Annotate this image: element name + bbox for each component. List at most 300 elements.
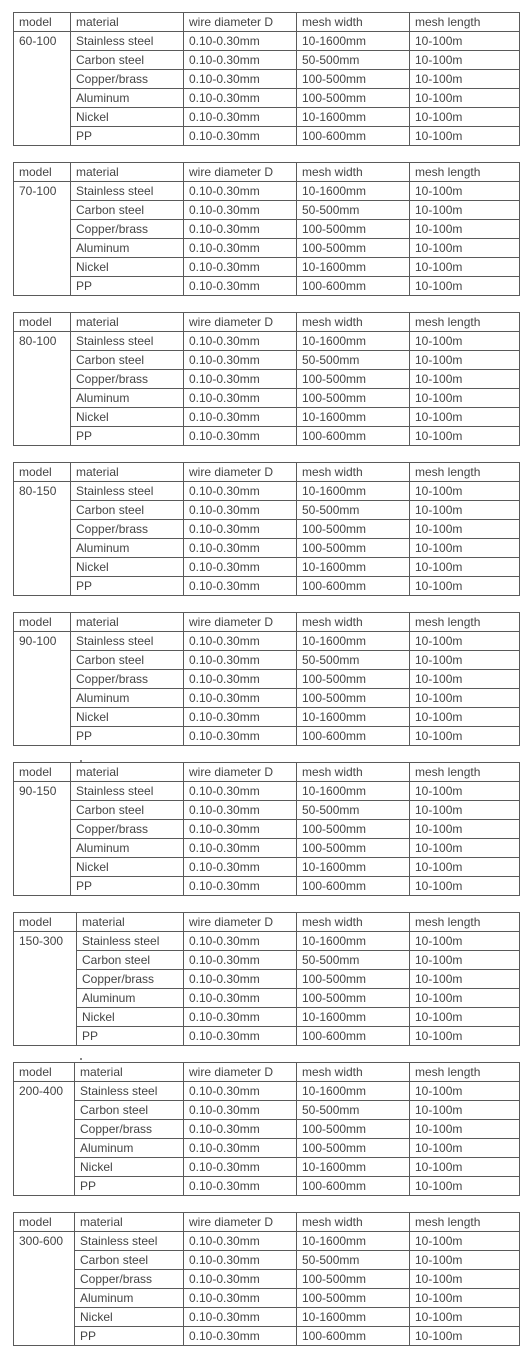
- wire-diameter-cell: 0.10-0.30mm: [184, 182, 297, 201]
- mesh-length-cell: 10-100m: [410, 932, 520, 951]
- material-cell: Stainless steel: [71, 182, 184, 201]
- stray-dot: [80, 1058, 82, 1060]
- table-row: [14, 370, 520, 389]
- model-cell: 300-600: [14, 1232, 75, 1346]
- mesh-width-cell: 100-500mm: [297, 1270, 410, 1289]
- table-row: [14, 1008, 520, 1027]
- table-row: [14, 277, 520, 296]
- wire-diameter-cell: 0.10-0.30mm: [184, 1251, 297, 1270]
- table-row: [14, 1027, 520, 1046]
- spec-table-90-100: [13, 612, 520, 746]
- mesh-width-cell: 50-500mm: [297, 1101, 410, 1120]
- mesh-width-cell: 10-1600mm: [297, 1158, 410, 1177]
- material-cell: Aluminum: [77, 989, 184, 1008]
- mesh-length-cell: 10-100m: [410, 277, 520, 296]
- table-row: [14, 182, 520, 201]
- mesh-width-cell: 100-500mm: [297, 989, 410, 1008]
- wire-diameter-cell: 0.10-0.30mm: [184, 239, 297, 258]
- mesh-length-cell: 10-100m: [410, 332, 520, 351]
- table-row: [14, 89, 520, 108]
- mesh-length-cell: 10-100m: [410, 520, 520, 539]
- wire-diameter-cell: 0.10-0.30mm: [184, 127, 297, 146]
- spec-table-80-150: [13, 462, 520, 596]
- mesh-width-cell: 10-1600mm: [297, 108, 410, 127]
- material-cell: PP: [77, 1027, 184, 1046]
- wire-diameter-cell: 0.10-0.30mm: [184, 558, 297, 577]
- mesh-width-cell: 50-500mm: [297, 951, 410, 970]
- table-row: [14, 1251, 520, 1270]
- wire-diameter-cell: 0.10-0.30mm: [184, 1327, 297, 1346]
- table-row: [14, 520, 520, 539]
- header-mesh-width: mesh width: [297, 463, 410, 482]
- table-row: [14, 1082, 520, 1101]
- wire-diameter-cell: 0.10-0.30mm: [184, 427, 297, 446]
- header-mesh-width: mesh width: [297, 763, 410, 782]
- header-wire-diameter: wire diameter D: [184, 913, 297, 932]
- wire-diameter-cell: 0.10-0.30mm: [184, 1308, 297, 1327]
- material-cell: Nickel: [75, 1308, 184, 1327]
- material-cell: Stainless steel: [77, 932, 184, 951]
- header-material: material: [71, 763, 184, 782]
- table-row: [14, 858, 520, 877]
- table-row: [14, 577, 520, 596]
- mesh-length-cell: 10-100m: [410, 989, 520, 1008]
- table-row: [14, 539, 520, 558]
- material-cell: Carbon steel: [71, 651, 184, 670]
- table-row: [14, 258, 520, 277]
- table-row: [14, 1308, 520, 1327]
- wire-diameter-cell: 0.10-0.30mm: [184, 108, 297, 127]
- wire-diameter-cell: 0.10-0.30mm: [184, 632, 297, 651]
- mesh-length-cell: 10-100m: [410, 108, 520, 127]
- model-cell: 80-150: [14, 482, 71, 596]
- material-cell: Aluminum: [75, 1139, 184, 1158]
- table-row: [14, 32, 520, 51]
- header-model: model: [14, 1063, 75, 1082]
- model-cell: 200-400: [14, 1082, 75, 1196]
- header-mesh-length: mesh length: [410, 163, 520, 182]
- wire-diameter-cell: 0.10-0.30mm: [184, 32, 297, 51]
- wire-diameter-cell: 0.10-0.30mm: [184, 51, 297, 70]
- mesh-length-cell: 10-100m: [410, 1139, 520, 1158]
- wire-diameter-cell: 0.10-0.30mm: [184, 201, 297, 220]
- mesh-width-cell: 50-500mm: [297, 501, 410, 520]
- mesh-width-cell: 10-1600mm: [297, 1232, 410, 1251]
- wire-diameter-cell: 0.10-0.30mm: [184, 1027, 297, 1046]
- material-cell: Carbon steel: [71, 501, 184, 520]
- wire-diameter-cell: 0.10-0.30mm: [184, 332, 297, 351]
- header-wire-diameter: wire diameter D: [184, 463, 297, 482]
- spec-table-200-400: [13, 1062, 520, 1196]
- mesh-length-cell: 10-100m: [410, 427, 520, 446]
- material-cell: PP: [71, 127, 184, 146]
- table-header-row: [14, 913, 520, 932]
- mesh-width-cell: 100-500mm: [297, 839, 410, 858]
- mesh-width-cell: 10-1600mm: [297, 558, 410, 577]
- header-mesh-width: mesh width: [297, 163, 410, 182]
- mesh-length-cell: 10-100m: [410, 1308, 520, 1327]
- wire-diameter-cell: 0.10-0.30mm: [184, 1120, 297, 1139]
- mesh-width-cell: 10-1600mm: [297, 258, 410, 277]
- wire-diameter-cell: 0.10-0.30mm: [184, 1177, 297, 1196]
- header-wire-diameter: wire diameter D: [184, 13, 297, 32]
- material-cell: Copper/brass: [77, 970, 184, 989]
- mesh-width-cell: 100-600mm: [297, 877, 410, 896]
- mesh-length-cell: 10-100m: [410, 408, 520, 427]
- wire-diameter-cell: 0.10-0.30mm: [184, 1082, 297, 1101]
- header-model: model: [14, 613, 71, 632]
- wire-diameter-cell: 0.10-0.30mm: [184, 1008, 297, 1027]
- wire-diameter-cell: 0.10-0.30mm: [184, 651, 297, 670]
- mesh-width-cell: 100-500mm: [297, 1120, 410, 1139]
- wire-diameter-cell: 0.10-0.30mm: [184, 1289, 297, 1308]
- material-cell: Carbon steel: [75, 1101, 184, 1120]
- mesh-width-cell: 50-500mm: [297, 51, 410, 70]
- stray-dot: [80, 760, 82, 762]
- material-cell: Aluminum: [71, 539, 184, 558]
- mesh-length-cell: 10-100m: [410, 1177, 520, 1196]
- header-mesh-length: mesh length: [410, 13, 520, 32]
- mesh-width-cell: 50-500mm: [297, 1251, 410, 1270]
- mesh-length-cell: 10-100m: [410, 1158, 520, 1177]
- mesh-length-cell: 10-100m: [410, 258, 520, 277]
- table-header-row: [14, 463, 520, 482]
- mesh-length-cell: 10-100m: [410, 801, 520, 820]
- wire-diameter-cell: 0.10-0.30mm: [184, 782, 297, 801]
- mesh-width-cell: 100-600mm: [297, 427, 410, 446]
- material-cell: Carbon steel: [71, 51, 184, 70]
- spec-table-70-100: [13, 162, 520, 296]
- spec-table-150-300: [13, 912, 520, 1046]
- mesh-width-cell: 100-500mm: [297, 689, 410, 708]
- material-cell: Nickel: [71, 408, 184, 427]
- wire-diameter-cell: 0.10-0.30mm: [184, 539, 297, 558]
- material-cell: Nickel: [71, 708, 184, 727]
- wire-diameter-cell: 0.10-0.30mm: [184, 577, 297, 596]
- material-cell: Aluminum: [71, 389, 184, 408]
- mesh-length-cell: 10-100m: [410, 670, 520, 689]
- table-row: [14, 1270, 520, 1289]
- mesh-length-cell: 10-100m: [410, 539, 520, 558]
- table-row: [14, 801, 520, 820]
- mesh-length-cell: 10-100m: [410, 239, 520, 258]
- wire-diameter-cell: 0.10-0.30mm: [184, 258, 297, 277]
- mesh-length-cell: 10-100m: [410, 858, 520, 877]
- material-cell: PP: [71, 877, 184, 896]
- material-cell: Stainless steel: [75, 1082, 184, 1101]
- header-mesh-length: mesh length: [410, 763, 520, 782]
- wire-diameter-cell: 0.10-0.30mm: [184, 1101, 297, 1120]
- table-row: [14, 482, 520, 501]
- table-row: [14, 1158, 520, 1177]
- header-model: model: [14, 1213, 75, 1232]
- header-mesh-width: mesh width: [297, 613, 410, 632]
- table-row: [14, 970, 520, 989]
- material-cell: Nickel: [71, 558, 184, 577]
- wire-diameter-cell: 0.10-0.30mm: [184, 877, 297, 896]
- mesh-width-cell: 10-1600mm: [297, 858, 410, 877]
- material-cell: Copper/brass: [71, 370, 184, 389]
- mesh-length-cell: 10-100m: [410, 201, 520, 220]
- wire-diameter-cell: 0.10-0.30mm: [184, 820, 297, 839]
- table-row: [14, 839, 520, 858]
- header-mesh-length: mesh length: [410, 463, 520, 482]
- mesh-length-cell: 10-100m: [410, 351, 520, 370]
- table-row: [14, 239, 520, 258]
- mesh-width-cell: 50-500mm: [297, 651, 410, 670]
- header-mesh-width: mesh width: [297, 13, 410, 32]
- header-model: model: [14, 763, 71, 782]
- mesh-length-cell: 10-100m: [410, 689, 520, 708]
- wire-diameter-cell: 0.10-0.30mm: [184, 858, 297, 877]
- mesh-length-cell: 10-100m: [410, 1251, 520, 1270]
- material-cell: Carbon steel: [75, 1251, 184, 1270]
- header-material: material: [71, 13, 184, 32]
- mesh-length-cell: 10-100m: [410, 182, 520, 201]
- wire-diameter-cell: 0.10-0.30mm: [184, 277, 297, 296]
- material-cell: Stainless steel: [71, 332, 184, 351]
- mesh-length-cell: 10-100m: [410, 708, 520, 727]
- material-cell: PP: [71, 577, 184, 596]
- mesh-width-cell: 100-500mm: [297, 220, 410, 239]
- mesh-length-cell: 10-100m: [410, 220, 520, 239]
- table-row: [14, 1139, 520, 1158]
- material-cell: Copper/brass: [71, 220, 184, 239]
- material-cell: Copper/brass: [75, 1270, 184, 1289]
- table-row: [14, 689, 520, 708]
- table-row: [14, 782, 520, 801]
- wire-diameter-cell: 0.10-0.30mm: [184, 1139, 297, 1158]
- table-row: [14, 1120, 520, 1139]
- mesh-width-cell: 100-500mm: [297, 520, 410, 539]
- model-cell: 90-100: [14, 632, 71, 746]
- mesh-width-cell: 10-1600mm: [297, 408, 410, 427]
- mesh-width-cell: 100-500mm: [297, 970, 410, 989]
- material-cell: PP: [71, 277, 184, 296]
- mesh-width-cell: 100-600mm: [297, 577, 410, 596]
- table-row: [14, 820, 520, 839]
- wire-diameter-cell: 0.10-0.30mm: [184, 801, 297, 820]
- spec-table-90-150: [13, 762, 520, 896]
- wire-diameter-cell: 0.10-0.30mm: [184, 389, 297, 408]
- mesh-length-cell: 10-100m: [410, 877, 520, 896]
- wire-diameter-cell: 0.10-0.30mm: [184, 727, 297, 746]
- table-header-row: [14, 1213, 520, 1232]
- material-cell: PP: [71, 427, 184, 446]
- header-material: material: [75, 1213, 184, 1232]
- material-cell: Nickel: [71, 108, 184, 127]
- wire-diameter-cell: 0.10-0.30mm: [184, 89, 297, 108]
- table-row: [14, 1232, 520, 1251]
- mesh-length-cell: 10-100m: [410, 951, 520, 970]
- mesh-width-cell: 50-500mm: [297, 351, 410, 370]
- mesh-width-cell: 10-1600mm: [297, 482, 410, 501]
- table-row: [14, 877, 520, 896]
- mesh-width-cell: 100-500mm: [297, 539, 410, 558]
- wire-diameter-cell: 0.10-0.30mm: [184, 482, 297, 501]
- table-row: [14, 951, 520, 970]
- header-material: material: [77, 913, 184, 932]
- header-mesh-length: mesh length: [410, 913, 520, 932]
- header-mesh-width: mesh width: [297, 913, 410, 932]
- material-cell: Copper/brass: [71, 670, 184, 689]
- mesh-length-cell: 10-100m: [410, 389, 520, 408]
- mesh-width-cell: 100-500mm: [297, 70, 410, 89]
- material-cell: Copper/brass: [75, 1120, 184, 1139]
- material-cell: Aluminum: [71, 839, 184, 858]
- mesh-length-cell: 10-100m: [410, 839, 520, 858]
- material-cell: Carbon steel: [71, 801, 184, 820]
- mesh-length-cell: 10-100m: [410, 370, 520, 389]
- mesh-width-cell: 10-1600mm: [297, 632, 410, 651]
- mesh-width-cell: 100-500mm: [297, 89, 410, 108]
- table-row: [14, 108, 520, 127]
- wire-diameter-cell: 0.10-0.30mm: [184, 220, 297, 239]
- mesh-length-cell: 10-100m: [410, 51, 520, 70]
- material-cell: Stainless steel: [71, 32, 184, 51]
- wire-diameter-cell: 0.10-0.30mm: [184, 70, 297, 89]
- mesh-length-cell: 10-100m: [410, 820, 520, 839]
- wire-diameter-cell: 0.10-0.30mm: [184, 839, 297, 858]
- header-wire-diameter: wire diameter D: [184, 1063, 297, 1082]
- mesh-length-cell: 10-100m: [410, 1270, 520, 1289]
- mesh-width-cell: 100-500mm: [297, 1139, 410, 1158]
- table-row: [14, 1327, 520, 1346]
- material-cell: Stainless steel: [71, 782, 184, 801]
- wire-diameter-cell: 0.10-0.30mm: [184, 970, 297, 989]
- header-mesh-width: mesh width: [297, 313, 410, 332]
- header-model: model: [14, 163, 71, 182]
- mesh-length-cell: 10-100m: [410, 1008, 520, 1027]
- table-row: [14, 932, 520, 951]
- model-cell: 70-100: [14, 182, 71, 296]
- wire-diameter-cell: 0.10-0.30mm: [184, 520, 297, 539]
- mesh-width-cell: 100-500mm: [297, 370, 410, 389]
- mesh-length-cell: 10-100m: [410, 127, 520, 146]
- material-cell: Carbon steel: [71, 351, 184, 370]
- mesh-width-cell: 50-500mm: [297, 801, 410, 820]
- header-wire-diameter: wire diameter D: [184, 163, 297, 182]
- mesh-width-cell: 100-600mm: [297, 1327, 410, 1346]
- material-cell: Nickel: [71, 858, 184, 877]
- header-wire-diameter: wire diameter D: [184, 613, 297, 632]
- mesh-width-cell: 10-1600mm: [297, 1308, 410, 1327]
- table-row: [14, 989, 520, 1008]
- material-cell: Carbon steel: [71, 201, 184, 220]
- mesh-width-cell: 100-500mm: [297, 389, 410, 408]
- table-row: [14, 651, 520, 670]
- spec-table-300-600: [13, 1212, 520, 1346]
- material-cell: Aluminum: [75, 1289, 184, 1308]
- header-mesh-width: mesh width: [297, 1213, 410, 1232]
- material-cell: Copper/brass: [71, 520, 184, 539]
- mesh-length-cell: 10-100m: [410, 501, 520, 520]
- mesh-width-cell: 10-1600mm: [297, 1008, 410, 1027]
- header-model: model: [14, 463, 71, 482]
- table-row: [14, 201, 520, 220]
- header-material: material: [71, 463, 184, 482]
- table-row: [14, 1101, 520, 1120]
- mesh-width-cell: 10-1600mm: [297, 32, 410, 51]
- mesh-length-cell: 10-100m: [410, 970, 520, 989]
- mesh-width-cell: 100-600mm: [297, 277, 410, 296]
- table-row: [14, 389, 520, 408]
- material-cell: Stainless steel: [75, 1232, 184, 1251]
- wire-diameter-cell: 0.10-0.30mm: [184, 1158, 297, 1177]
- mesh-width-cell: 100-600mm: [297, 127, 410, 146]
- mesh-width-cell: 100-600mm: [297, 1177, 410, 1196]
- table-row: [14, 220, 520, 239]
- model-cell: 80-100: [14, 332, 71, 446]
- table-header-row: [14, 163, 520, 182]
- wire-diameter-cell: 0.10-0.30mm: [184, 989, 297, 1008]
- header-mesh-length: mesh length: [410, 1063, 520, 1082]
- table-row: [14, 351, 520, 370]
- spec-table-60-100: [13, 12, 520, 146]
- mesh-length-cell: 10-100m: [410, 1027, 520, 1046]
- wire-diameter-cell: 0.10-0.30mm: [184, 689, 297, 708]
- table-header-row: [14, 763, 520, 782]
- header-material: material: [71, 163, 184, 182]
- mesh-width-cell: 100-600mm: [297, 727, 410, 746]
- table-row: [14, 127, 520, 146]
- table-row: [14, 70, 520, 89]
- material-cell: Stainless steel: [71, 632, 184, 651]
- model-cell: 150-300: [14, 932, 77, 1046]
- mesh-width-cell: 50-500mm: [297, 201, 410, 220]
- table-row: [14, 1289, 520, 1308]
- mesh-length-cell: 10-100m: [410, 1120, 520, 1139]
- material-cell: Aluminum: [71, 689, 184, 708]
- table-row: [14, 501, 520, 520]
- header-mesh-length: mesh length: [410, 1213, 520, 1232]
- wire-diameter-cell: 0.10-0.30mm: [184, 1232, 297, 1251]
- mesh-length-cell: 10-100m: [410, 89, 520, 108]
- mesh-width-cell: 100-500mm: [297, 1289, 410, 1308]
- table-row: [14, 408, 520, 427]
- material-cell: Copper/brass: [71, 820, 184, 839]
- mesh-length-cell: 10-100m: [410, 558, 520, 577]
- wire-diameter-cell: 0.10-0.30mm: [184, 1270, 297, 1289]
- header-mesh-length: mesh length: [410, 613, 520, 632]
- material-cell: Aluminum: [71, 89, 184, 108]
- table-row: [14, 427, 520, 446]
- material-cell: Stainless steel: [71, 482, 184, 501]
- wire-diameter-cell: 0.10-0.30mm: [184, 951, 297, 970]
- table-row: [14, 332, 520, 351]
- header-material: material: [71, 313, 184, 332]
- header-material: material: [75, 1063, 184, 1082]
- mesh-width-cell: 10-1600mm: [297, 782, 410, 801]
- table-row: [14, 632, 520, 651]
- table-row: [14, 558, 520, 577]
- mesh-length-cell: 10-100m: [410, 1101, 520, 1120]
- mesh-length-cell: 10-100m: [410, 727, 520, 746]
- wire-diameter-cell: 0.10-0.30mm: [184, 501, 297, 520]
- mesh-width-cell: 100-500mm: [297, 670, 410, 689]
- material-cell: Aluminum: [71, 239, 184, 258]
- mesh-length-cell: 10-100m: [410, 1289, 520, 1308]
- mesh-width-cell: 10-1600mm: [297, 708, 410, 727]
- mesh-length-cell: 10-100m: [410, 1232, 520, 1251]
- material-cell: Nickel: [71, 258, 184, 277]
- mesh-width-cell: 10-1600mm: [297, 182, 410, 201]
- table-row: [14, 670, 520, 689]
- table-header-row: [14, 613, 520, 632]
- mesh-length-cell: 10-100m: [410, 577, 520, 596]
- table-row: [14, 51, 520, 70]
- wire-diameter-cell: 0.10-0.30mm: [184, 670, 297, 689]
